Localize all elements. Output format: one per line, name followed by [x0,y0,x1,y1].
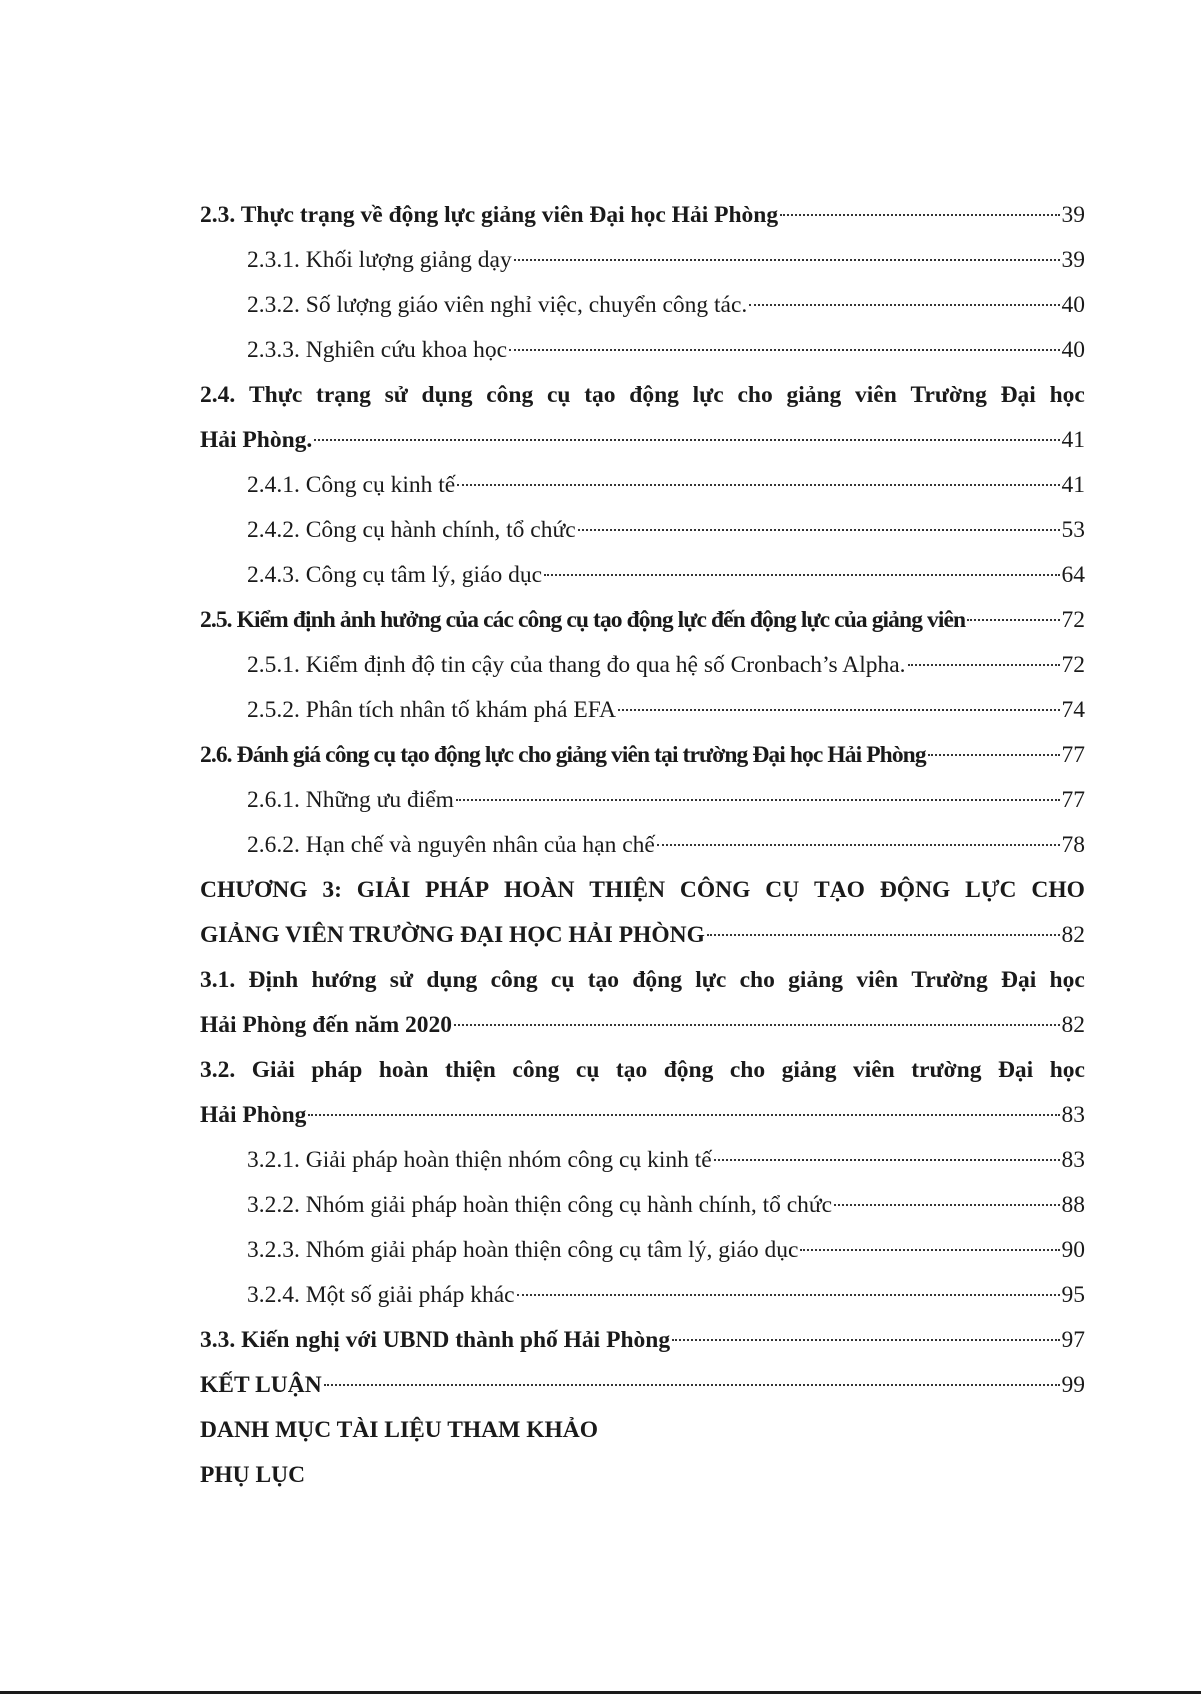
dot-leader [800,1247,1059,1251]
toc-entry-2-5-1[interactable] [200,643,1085,688]
toc-entry-2-4-line2[interactable] [200,418,1085,463]
dot-leader [707,932,1060,936]
toc-word: tạo [615,1057,648,1083]
toc-page-number: 41 [1061,427,1085,453]
toc-entry-chapter-3-line1[interactable] [200,868,1085,913]
toc-word: THIỆN [589,877,666,903]
dot-leader [314,437,1059,441]
toc-entry-title: DANH MỤC TÀI LIỆU THAM KHẢO [200,1417,599,1443]
toc-word: LỰC [965,877,1017,903]
table-of-contents [200,193,1085,1498]
toc-page-number: 77 [1061,787,1085,813]
toc-word: GIẢI [356,877,411,903]
toc-entry-2-3-3[interactable] [200,328,1085,373]
toc-word: lực [695,967,727,993]
toc-word: hoàn [378,1057,429,1083]
toc-entry-3-2-2[interactable] [200,1183,1085,1228]
toc-word: viên [855,382,897,408]
toc-word: Trường [910,382,987,408]
toc-word: cụ [575,1057,600,1083]
toc-page-number: 78 [1061,832,1085,858]
toc-word: 3: [322,877,342,903]
toc-entry-title: 2.6. Đánh giá công cụ tạo động lực cho giảng viên tại trường Đại học Hải Phòng [200,742,926,768]
toc-entry-title: GIẢNG VIÊN TRƯỜNG ĐẠI HỌC HẢI PHÒNG [200,922,705,948]
toc-entry-title: 3.2.3. Nhóm giải pháp hoàn thiện công cụ tâm lý, giáo dục [247,1237,799,1263]
toc-entry-title: 2.4.1. Công cụ kinh tế [247,472,456,498]
toc-entry-title: Hải Phòng [200,1102,307,1128]
toc-page-number: 90 [1061,1237,1085,1263]
dot-leader [457,482,1059,486]
toc-entry-title: PHỤ LỤC [200,1462,306,1488]
toc-word: tạo [584,382,616,408]
toc-word: cho [739,967,775,993]
toc-word: CỤ [765,877,800,903]
toc-word: sử [384,382,408,408]
toc-word: hướng [311,967,377,993]
toc-word: tạo [587,967,620,993]
toc-word: giảng [781,1057,837,1083]
toc-entry-2-5-2[interactable] [200,688,1085,733]
toc-word: học [1049,382,1085,408]
toc-word: Trường [911,967,988,993]
dot-leader [618,707,1060,711]
toc-entry-title: Hải Phòng. [200,427,313,453]
toc-page-number: 83 [1061,1102,1085,1128]
toc-word: HOÀN [503,877,575,903]
dot-leader [509,347,1059,351]
toc-entry-title: 2.4.2. Công cụ hành chính, tổ chức [247,517,576,543]
toc-entry-2-5[interactable] [200,598,1085,643]
toc-word: CÔNG [679,877,751,903]
toc-entry-title: 3.2.1. Giải pháp hoàn thiện nhóm công cụ kinh tế [247,1147,712,1173]
dot-leader [657,842,1060,846]
toc-entry-2-4-line1[interactable] [200,373,1085,418]
toc-word: công [512,1057,560,1083]
dot-leader [749,302,1059,306]
dot-leader [456,797,1060,801]
toc-page-number: 82 [1061,1012,1085,1038]
toc-word: giảng [786,382,842,408]
dot-leader [454,1022,1059,1026]
toc-word: Thực [248,382,303,408]
toc-entry-title: 2.4.3. Công cụ tâm lý, giáo dục [247,562,543,588]
toc-entry-2-4-2[interactable] [200,508,1085,553]
toc-entry-chapter-3-line2[interactable] [200,913,1085,958]
toc-word: động [632,967,682,993]
toc-word: dụng [426,967,478,993]
dot-leader [928,752,1060,756]
dot-leader [308,1112,1059,1116]
toc-entry-2-6-1[interactable] [200,778,1085,823]
toc-entry-3-2-3[interactable] [200,1228,1085,1273]
dot-leader [672,1337,1059,1341]
dot-leader [514,257,1060,261]
toc-word: thiện [444,1057,496,1083]
toc-entry-appendix[interactable] [200,1453,1085,1498]
toc-word: trạng [316,382,371,408]
toc-entry-3-3[interactable] [200,1318,1085,1363]
toc-word: Định [248,967,299,993]
toc-entry-title: 3.2.2. Nhóm giải pháp hoàn thiện công cụ hành chính, tổ chức [247,1192,833,1218]
toc-entry-2-6[interactable] [200,733,1085,778]
toc-word: TẠO [814,877,865,903]
page-bottom-border [0,1691,1201,1694]
toc-word: cụ [550,967,575,993]
toc-page-number: 39 [1061,247,1085,273]
toc-entry-2-6-2[interactable] [200,823,1085,868]
toc-entry-3-2-line2[interactable] [200,1093,1085,1138]
toc-page-number: 39 [1061,202,1085,228]
dot-leader [324,1382,1060,1386]
toc-page-number: 88 [1061,1192,1085,1218]
toc-word: CHƯƠNG [200,877,308,903]
toc-entry-references[interactable] [200,1408,1085,1453]
toc-page-number: 72 [1061,607,1085,633]
toc-word: động [663,1057,714,1083]
toc-entry-title: 2.3.1. Khối lượng giảng dạy [247,247,512,273]
toc-word: Đại [1000,382,1036,408]
toc-entry-conclusion[interactable] [200,1363,1085,1408]
toc-page-number: 72 [1061,652,1085,678]
toc-word: học [1049,1057,1085,1083]
toc-entry-title: 2.3.2. Số lượng giáo viên nghỉ việc, chuyển công tác. [247,292,748,318]
toc-word: giảng [788,967,844,993]
toc-entry-title: 2.5. Kiểm định ảnh hưởng của các công cụ tạo động lực đến động lực của giảng viên [200,607,966,633]
toc-word: lực [692,382,724,408]
toc-word: động [629,382,679,408]
toc-page-number: 77 [1061,742,1085,768]
dot-leader [544,572,1059,576]
toc-entry-3-2-1[interactable] [200,1138,1085,1183]
toc-entry-2-3-1[interactable] [200,238,1085,283]
toc-page-number: 74 [1061,697,1085,723]
toc-entry-title: 2.3. Thực trạng về động lực giảng viên Đại học Hải Phòng [200,202,779,228]
toc-entry-2-4-3[interactable] [200,553,1085,598]
toc-page-number: 40 [1061,292,1085,318]
toc-word: Đại [1001,967,1037,993]
dot-leader [578,527,1060,531]
toc-word: 3.2. [200,1057,236,1083]
toc-entry-title: 2.5.2. Phân tích nhân tố khám phá EFA [247,697,616,723]
toc-word: PHÁP [425,877,490,903]
toc-word: Đại [997,1057,1034,1083]
toc-word: ĐỘNG [879,877,951,903]
toc-page-number: 40 [1061,337,1085,363]
toc-word: 2.4. [200,382,236,408]
toc-page-number: 41 [1061,472,1085,498]
toc-word: cụ [546,382,571,408]
toc-word: sử [389,967,414,993]
dot-leader [714,1157,1060,1161]
dot-leader [780,212,1059,216]
toc-word: viên [856,967,899,993]
toc-word: trường [911,1057,982,1083]
toc-word: công [486,382,534,408]
toc-word: học [1049,967,1085,993]
toc-entry-title: KẾT LUẬN [200,1372,322,1398]
toc-page-number: 99 [1061,1372,1085,1398]
toc-page-number: 95 [1061,1282,1085,1308]
toc-entry-title: 2.5.1. Kiểm định độ tin cậy của thang đo qua hệ số Cronbach’s Alpha. [247,652,906,678]
toc-word: cho [737,382,773,408]
toc-entry-title: 2.3.3. Nghiên cứu khoa học [247,337,508,363]
toc-entry-3-2-4[interactable] [200,1273,1085,1318]
toc-entry-2-3-2[interactable] [200,283,1085,328]
toc-entry-title: 3.2.4. Một số giải pháp khác [247,1282,515,1308]
toc-entry-3-2-line1[interactable] [200,1048,1085,1093]
dot-leader [834,1202,1059,1206]
toc-entry-2-4-1[interactable] [200,463,1085,508]
toc-entry-title: 2.6.1. Những ưu điểm [247,787,454,813]
dot-leader [517,1292,1060,1296]
toc-page-number: 83 [1061,1147,1085,1173]
toc-entry-3-1-line1[interactable] [200,958,1085,1003]
toc-word: CHO [1031,877,1085,903]
toc-page-number: 82 [1061,922,1085,948]
toc-word: pháp [311,1057,363,1083]
toc-entry-3-1-line2[interactable] [200,1003,1085,1048]
toc-word: cho [729,1057,766,1083]
toc-entry-title: 2.6.2. Hạn chế và nguyên nhân của hạn chế [247,832,655,858]
toc-word: Giải [251,1057,295,1083]
toc-word: viên [852,1057,895,1083]
toc-entry-2-3[interactable] [200,193,1085,238]
toc-word: 3.1. [200,967,236,993]
toc-page-number: 97 [1061,1327,1085,1353]
toc-entry-title: Hải Phòng đến năm 2020 [200,1012,453,1038]
toc-page-number: 64 [1061,562,1085,588]
toc-word: dụng [421,382,473,408]
toc-word: công [490,967,538,993]
toc-entry-title: 3.3. Kiến nghị với UBND thành phố Hải Phòng [200,1327,671,1353]
dot-leader [908,662,1060,666]
toc-page-number: 53 [1061,517,1085,543]
dot-leader [967,617,1059,621]
